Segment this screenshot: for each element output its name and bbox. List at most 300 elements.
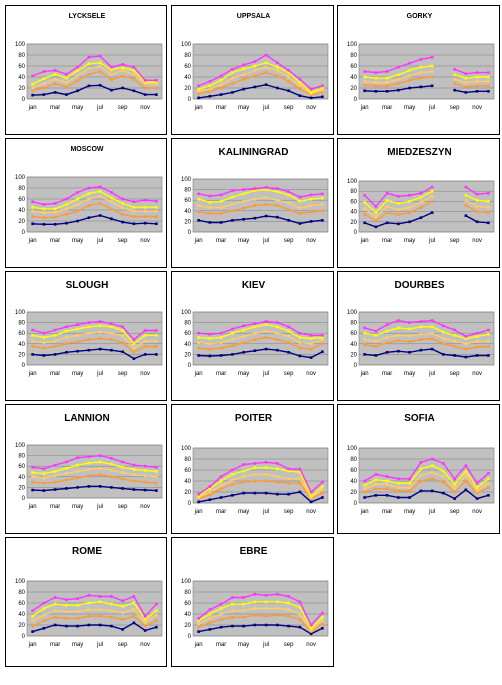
- data-point: [242, 329, 245, 332]
- data-point: [276, 61, 279, 64]
- data-point: [375, 205, 378, 208]
- data-point: [88, 608, 91, 611]
- data-point: [265, 473, 268, 476]
- y-tick-label: 80: [18, 53, 25, 59]
- data-point: [442, 481, 445, 484]
- data-point: [54, 603, 57, 606]
- data-point: [31, 334, 34, 337]
- data-point: [65, 479, 68, 482]
- data-point: [155, 200, 158, 203]
- data-point: [310, 204, 313, 207]
- data-point: [121, 75, 124, 78]
- data-point: [43, 211, 46, 214]
- data-point: [265, 196, 268, 199]
- data-point: [43, 468, 46, 471]
- data-point: [408, 221, 411, 224]
- data-point: [254, 492, 257, 495]
- data-point: [408, 87, 411, 90]
- chart-svg: [6, 538, 168, 668]
- data-point: [265, 615, 268, 618]
- chart-svg: [338, 6, 501, 136]
- data-point: [121, 198, 124, 201]
- data-point: [54, 211, 57, 214]
- data-point: [287, 625, 290, 628]
- data-point: [363, 484, 366, 487]
- data-point: [133, 602, 136, 605]
- data-point: [476, 80, 479, 83]
- data-point: [220, 206, 223, 209]
- data-point: [197, 354, 200, 357]
- data-point: [276, 204, 279, 207]
- data-point: [144, 465, 147, 468]
- data-point: [121, 461, 124, 464]
- data-point: [254, 217, 257, 220]
- data-point: [386, 487, 389, 490]
- data-point: [363, 80, 366, 83]
- data-point: [408, 486, 411, 489]
- data-point: [65, 604, 68, 607]
- data-point: [254, 338, 257, 341]
- data-point: [220, 83, 223, 86]
- x-tick-label: mar: [381, 105, 393, 111]
- data-point: [397, 213, 400, 216]
- data-point: [31, 200, 34, 203]
- chart-title: UPPSALA: [236, 13, 271, 20]
- data-point: [220, 475, 223, 478]
- data-point: [76, 625, 79, 628]
- x-tick-label: nov: [140, 238, 150, 244]
- data-point: [487, 192, 490, 195]
- data-point: [265, 607, 268, 610]
- data-point: [276, 614, 279, 617]
- data-point: [242, 335, 245, 338]
- data-point: [209, 221, 212, 224]
- data-point: [287, 190, 290, 193]
- data-point: [133, 343, 136, 346]
- data-point: [299, 347, 302, 350]
- data-point: [65, 625, 68, 628]
- data-point: [155, 222, 158, 225]
- data-point: [310, 491, 313, 494]
- data-point: [110, 609, 113, 612]
- data-point: [76, 611, 79, 614]
- data-point: [88, 332, 91, 335]
- data-point: [88, 338, 91, 341]
- data-point: [254, 601, 257, 604]
- chart-svg: [338, 272, 501, 402]
- data-point: [99, 70, 102, 73]
- data-point: [220, 487, 223, 490]
- chart-svg: [172, 272, 335, 402]
- data-point: [386, 475, 389, 478]
- data-point: [99, 608, 102, 611]
- data-point: [299, 482, 302, 485]
- data-point: [144, 489, 147, 492]
- x-tick-label: mar: [49, 371, 61, 377]
- data-point: [321, 481, 324, 484]
- y-tick-label: 20: [184, 352, 191, 359]
- data-point: [76, 328, 79, 331]
- x-tick-label: may: [403, 509, 416, 515]
- data-point: [133, 338, 136, 341]
- chart-svg: [172, 405, 335, 535]
- x-tick-label: mar: [49, 105, 61, 111]
- x-tick-label: jul: [263, 371, 270, 377]
- y-tick-label: 80: [184, 187, 191, 194]
- data-point: [231, 338, 234, 341]
- data-point: [220, 79, 223, 82]
- data-point: [265, 215, 268, 218]
- data-point: [476, 90, 479, 93]
- x-tick-label: jul: [429, 509, 436, 515]
- chart-title: MOSCOW: [70, 146, 104, 153]
- y-tick-label: 100: [14, 310, 25, 316]
- data-point: [465, 91, 468, 94]
- x-tick-label: mar: [215, 105, 227, 111]
- x-tick-label: may: [237, 642, 250, 648]
- data-point: [476, 346, 479, 349]
- data-point: [144, 87, 147, 90]
- data-point: [88, 326, 91, 329]
- data-point: [220, 347, 223, 350]
- data-point: [465, 81, 468, 84]
- data-point: [408, 482, 411, 485]
- data-point: [197, 85, 200, 88]
- data-point: [43, 223, 46, 226]
- data-point: [110, 191, 113, 194]
- data-point: [133, 480, 136, 483]
- data-point: [442, 492, 445, 495]
- data-point: [287, 194, 290, 197]
- data-point: [363, 84, 366, 87]
- data-point: [144, 199, 147, 202]
- data-point: [76, 323, 79, 326]
- data-point: [65, 198, 68, 201]
- data-point: [144, 474, 147, 477]
- chart-panel-moscow: [5, 138, 167, 268]
- y-tick-label: 80: [184, 53, 191, 59]
- data-point: [276, 624, 279, 627]
- x-tick-label: may: [71, 371, 84, 377]
- x-tick-label: sep: [283, 509, 294, 515]
- data-point: [144, 615, 147, 618]
- y-tick-label: 100: [14, 42, 25, 48]
- data-point: [133, 89, 136, 92]
- data-point: [375, 473, 378, 476]
- chart-panel-gorky: [337, 5, 500, 135]
- data-point: [99, 55, 102, 58]
- x-tick-label: sep: [449, 371, 460, 377]
- chart-title: DOURBES: [394, 280, 445, 291]
- data-point: [197, 347, 200, 350]
- data-point: [209, 212, 212, 215]
- data-point: [276, 493, 279, 496]
- data-point: [386, 199, 389, 202]
- x-tick-label: may: [71, 642, 84, 648]
- data-point: [209, 337, 212, 340]
- data-point: [453, 491, 456, 494]
- y-tick-label: 40: [18, 75, 25, 81]
- data-point: [465, 335, 468, 338]
- data-point: [220, 496, 223, 499]
- data-point: [476, 332, 479, 335]
- data-point: [242, 324, 245, 327]
- data-point: [231, 494, 234, 497]
- x-tick-label: mar: [381, 509, 393, 515]
- x-tick-label: jul: [97, 642, 104, 648]
- data-point: [254, 462, 257, 465]
- data-point: [310, 501, 313, 504]
- data-point: [487, 90, 490, 93]
- data-point: [133, 69, 136, 72]
- data-point: [287, 493, 290, 496]
- y-tick-label: 20: [18, 219, 25, 225]
- data-point: [476, 335, 479, 338]
- x-tick-label: jul: [97, 371, 104, 377]
- data-point: [265, 323, 268, 326]
- data-point: [431, 186, 434, 189]
- data-point: [43, 482, 46, 485]
- x-tick-label: mar: [49, 642, 61, 648]
- data-point: [265, 61, 268, 64]
- data-point: [299, 468, 302, 471]
- data-point: [31, 476, 34, 479]
- data-point: [209, 628, 212, 631]
- data-point: [363, 327, 366, 330]
- x-tick-label: sep: [283, 105, 294, 111]
- y-tick-label: 20: [184, 219, 191, 226]
- data-point: [197, 341, 200, 344]
- data-point: [110, 476, 113, 479]
- data-point: [231, 189, 234, 192]
- data-point: [231, 473, 234, 476]
- data-point: [420, 201, 423, 204]
- y-tick-label: 20: [18, 352, 25, 359]
- data-point: [408, 340, 411, 343]
- data-point: [476, 340, 479, 343]
- data-point: [465, 194, 468, 197]
- data-point: [88, 192, 91, 195]
- data-point: [397, 89, 400, 92]
- data-point: [99, 467, 102, 470]
- data-point: [121, 487, 124, 490]
- data-point: [209, 491, 212, 494]
- data-point: [276, 462, 279, 465]
- data-point: [65, 222, 68, 225]
- data-point: [375, 77, 378, 80]
- y-tick-label: 40: [350, 75, 357, 81]
- data-point: [386, 192, 389, 195]
- data-point: [220, 607, 223, 610]
- data-point: [386, 81, 389, 84]
- data-point: [487, 478, 490, 481]
- data-point: [220, 200, 223, 203]
- data-point: [65, 461, 68, 464]
- data-point: [220, 626, 223, 629]
- data-point: [265, 594, 268, 597]
- y-tick-label: 80: [184, 590, 191, 596]
- x-tick-label: nov: [306, 371, 316, 377]
- data-point: [375, 211, 378, 214]
- data-point: [397, 195, 400, 198]
- data-point: [408, 490, 411, 493]
- data-point: [43, 477, 46, 480]
- data-point: [310, 91, 313, 94]
- data-point: [420, 480, 423, 483]
- data-point: [133, 206, 136, 209]
- data-point: [310, 97, 313, 100]
- data-point: [144, 481, 147, 484]
- data-point: [310, 356, 313, 359]
- x-tick-label: mar: [49, 504, 61, 510]
- y-tick-label: 60: [184, 198, 191, 205]
- data-point: [43, 77, 46, 80]
- data-point: [242, 74, 245, 77]
- data-point: [476, 221, 479, 224]
- data-point: [99, 473, 102, 476]
- x-tick-label: jul: [97, 504, 104, 510]
- data-point: [231, 68, 234, 71]
- data-point: [265, 624, 268, 627]
- data-point: [453, 483, 456, 486]
- data-point: [287, 602, 290, 605]
- data-point: [65, 203, 68, 206]
- data-point: [110, 463, 113, 466]
- data-point: [276, 87, 279, 90]
- data-point: [88, 63, 91, 66]
- data-point: [197, 204, 200, 207]
- data-point: [265, 203, 268, 206]
- data-point: [54, 353, 57, 356]
- data-point: [76, 350, 79, 353]
- data-point: [299, 88, 302, 91]
- data-point: [420, 216, 423, 219]
- y-tick-label: 20: [18, 623, 25, 629]
- data-point: [310, 337, 313, 340]
- data-point: [276, 593, 279, 596]
- data-point: [110, 349, 113, 352]
- y-tick-label: 100: [180, 177, 191, 183]
- data-point: [121, 335, 124, 338]
- data-point: [408, 62, 411, 65]
- data-point: [76, 198, 79, 201]
- data-point: [76, 80, 79, 83]
- data-point: [155, 79, 158, 82]
- data-point: [453, 329, 456, 332]
- data-point: [287, 330, 290, 333]
- data-point: [363, 353, 366, 356]
- y-tick-label: 80: [18, 186, 25, 192]
- data-point: [88, 594, 91, 597]
- data-point: [88, 349, 91, 352]
- data-point: [155, 206, 158, 209]
- data-point: [220, 618, 223, 621]
- data-point: [31, 630, 34, 633]
- data-point: [231, 210, 234, 213]
- data-point: [31, 89, 34, 92]
- data-point: [386, 205, 389, 208]
- x-tick-label: nov: [472, 371, 482, 377]
- data-point: [99, 214, 102, 217]
- data-point: [121, 87, 124, 90]
- data-point: [88, 73, 91, 76]
- y-tick-label: 40: [184, 612, 191, 618]
- data-point: [487, 76, 490, 79]
- data-point: [133, 200, 136, 203]
- y-tick-label: 0: [187, 97, 191, 103]
- data-point: [31, 94, 34, 97]
- data-point: [88, 485, 91, 488]
- data-point: [386, 341, 389, 344]
- data-point: [65, 611, 68, 614]
- x-tick-label: nov: [140, 371, 150, 377]
- data-point: [420, 86, 423, 89]
- y-tick-label: 80: [350, 189, 357, 196]
- data-point: [265, 480, 268, 483]
- x-tick-label: jan: [360, 105, 369, 111]
- data-point: [397, 208, 400, 211]
- x-tick-label: nov: [306, 509, 316, 515]
- data-point: [110, 595, 113, 598]
- data-point: [31, 329, 34, 332]
- x-tick-label: may: [71, 105, 84, 111]
- data-point: [442, 331, 445, 334]
- data-point: [242, 78, 245, 81]
- data-point: [76, 477, 79, 480]
- chart-svg: [172, 139, 335, 269]
- data-point: [487, 206, 490, 209]
- data-point: [465, 464, 468, 467]
- x-tick-label: jul: [429, 105, 436, 111]
- data-point: [110, 218, 113, 221]
- data-point: [133, 357, 136, 360]
- data-point: [265, 467, 268, 470]
- data-point: [121, 618, 124, 621]
- data-point: [231, 328, 234, 331]
- data-point: [487, 222, 490, 225]
- x-tick-label: mar: [215, 642, 227, 648]
- data-point: [99, 190, 102, 193]
- x-tick-label: jul: [263, 642, 270, 648]
- data-point: [31, 215, 34, 218]
- x-tick-label: nov: [140, 642, 150, 648]
- data-point: [321, 496, 324, 499]
- data-point: [43, 93, 46, 96]
- data-point: [76, 89, 79, 92]
- data-point: [65, 93, 68, 96]
- data-point: [386, 336, 389, 339]
- y-tick-label: 0: [21, 634, 25, 640]
- chart-svg: [338, 405, 501, 535]
- x-tick-label: mar: [49, 238, 61, 244]
- data-point: [299, 78, 302, 81]
- data-point: [144, 345, 147, 348]
- y-tick-label: 20: [184, 86, 191, 92]
- data-point: [231, 616, 234, 619]
- data-point: [363, 207, 366, 210]
- x-tick-label: nov: [140, 105, 150, 111]
- data-point: [110, 89, 113, 92]
- data-point: [65, 73, 68, 76]
- data-point: [476, 85, 479, 88]
- data-point: [420, 58, 423, 61]
- data-point: [220, 93, 223, 96]
- data-point: [88, 216, 91, 219]
- data-point: [321, 193, 324, 196]
- data-point: [386, 323, 389, 326]
- data-point: [110, 486, 113, 489]
- data-point: [110, 78, 113, 81]
